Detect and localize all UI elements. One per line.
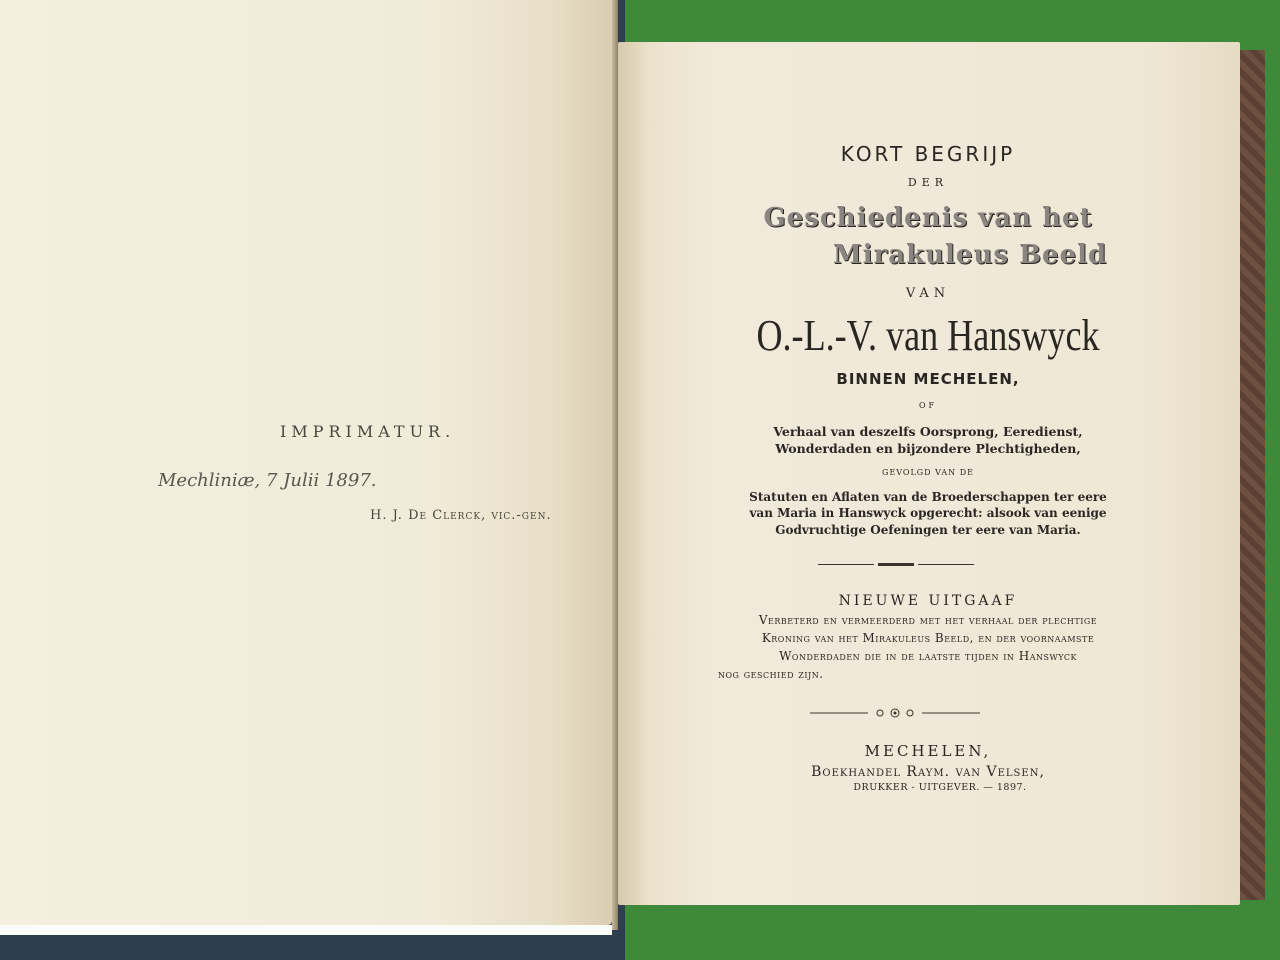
edition-line-3: Wonderdaden die in de laatste tijden in Hanswyck bbox=[779, 649, 1077, 663]
title-main: O.-L.-V. van Hanswyck bbox=[756, 311, 1100, 360]
ornament-divider bbox=[810, 706, 980, 720]
page-edge bbox=[0, 925, 612, 935]
imprint-printer-year: DRUKKER - UITGEVER. — 1897. bbox=[853, 782, 1027, 793]
heading-kort-begrijp: KORT BEGRIJP bbox=[840, 142, 1016, 166]
edition-line-1: Verbeterd en vermeerderd met het verhaal der plechtige bbox=[758, 613, 1098, 627]
description-line-1: Verhaal van deszelfs Oorsprong, Eeredienst, bbox=[773, 424, 1083, 439]
title-line-a: Geschiedenis van het bbox=[763, 203, 1093, 233]
heading-gevolgd: GEVOLGD VAN DE bbox=[882, 468, 974, 477]
heading-of: OF bbox=[918, 401, 938, 410]
imprint-city: MECHELEN, bbox=[864, 742, 992, 760]
imprimatur-label: IMPRIMATUR. bbox=[280, 422, 456, 441]
edition-heading: NIEUWE UITGAAF bbox=[838, 593, 1018, 609]
description-line-4: van Maria in Hanswyck opgerecht: alsook van eenige bbox=[749, 506, 1107, 520]
heading-van: VAN bbox=[905, 286, 951, 301]
description-line-5: Godvruchtige Oefeningen ter eere van Maria. bbox=[775, 523, 1081, 537]
heading-der: DER bbox=[907, 176, 949, 189]
imprint-publisher: Boekhandel Raym. van Velsen, bbox=[811, 764, 1045, 780]
edition-line-4: nog geschied zijn. bbox=[718, 667, 824, 681]
place-date: Mechliniæ, 7 Julii 1897. bbox=[158, 470, 377, 491]
description-line-3: Statuten en Aflaten van de Broederschappen ter eere bbox=[749, 490, 1107, 504]
rule-center bbox=[878, 563, 914, 566]
signatory: H. J. De Clerck, vic.-gen. bbox=[370, 508, 552, 523]
edition-line-2: Kroning van het Mirakuleus Beeld, en der voornaamste bbox=[761, 631, 1095, 645]
title-line-b: Mirakuleus Beeld bbox=[832, 240, 1108, 270]
description-line-2: Wonderdaden en bijzondere Plechtigheden, bbox=[775, 441, 1081, 456]
rule-right bbox=[918, 564, 974, 565]
heading-binnen-mechelen: BINNEN MECHELEN, bbox=[836, 370, 1020, 388]
rule-left bbox=[818, 564, 874, 565]
left-page bbox=[0, 0, 612, 925]
